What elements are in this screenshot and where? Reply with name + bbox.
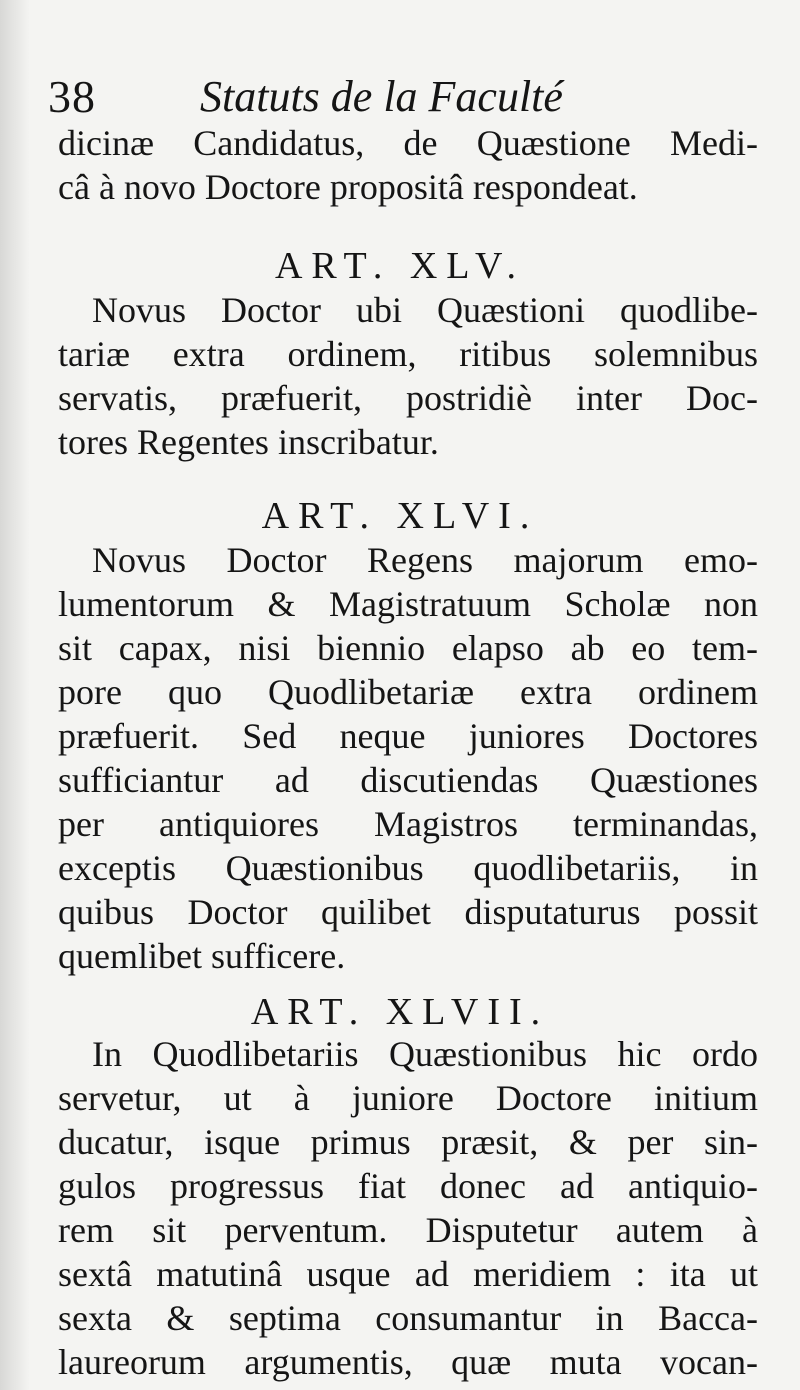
- text-line: pore quo Quodlibetariæ extra ordinem: [58, 672, 758, 712]
- text-line: câ à novo Doctore propositâ respondeat.: [58, 167, 638, 207]
- article-heading-xlvi: ART. XLVI.: [261, 495, 539, 537]
- text-line: dicinæ Candidatus, de Quæstione Medi-: [58, 123, 758, 163]
- text-line: sextâ matutinâ usque ad meridiem : ita ut: [58, 1254, 758, 1294]
- continuation-paragraph: [58, 121, 758, 209]
- text-line: laureorum argumentis, quæ muta vocan-: [58, 1342, 758, 1382]
- text-line: per antiquiores Magistros terminandas,: [58, 804, 758, 844]
- article-xlvii-body: [58, 1032, 758, 1384]
- page-header: [48, 58, 748, 128]
- page-edge-shadow: [0, 0, 30, 1390]
- text-line: sufficiantur ad discutiendas Quæstiones: [58, 760, 758, 800]
- article-xlv-body: [58, 288, 758, 464]
- text-line: servatis, præfuerit, postridiè inter Doc-: [58, 378, 758, 418]
- article-heading-xlv: ART. XLV.: [274, 245, 526, 287]
- article-heading-xlvii: ART. XLVII.: [250, 991, 550, 1033]
- text-line: Novus Doctor Regens majorum emo-: [92, 540, 758, 580]
- text-line: quibus Doctor quilibet disputaturus possit: [58, 892, 758, 932]
- text-line: præfuerit. Sed neque juniores Doctores: [58, 716, 758, 756]
- text-line: servetur, ut à juniore Doctore initium: [58, 1078, 758, 1118]
- text-line: In Quodlibetariis Quæstionibus hic ordo: [92, 1034, 758, 1074]
- text-line: tores Regentes inscribatur.: [58, 422, 439, 462]
- text-line: tariæ extra ordinem, ritibus solemnibus: [58, 334, 758, 374]
- text-line: gulos progressus fiat donec ad antiquio-: [58, 1166, 758, 1206]
- text-line: lumentorum & Magistratuum Scholæ non: [58, 584, 758, 624]
- text-line: Novus Doctor ubi Quæstioni quodlibe-: [92, 290, 758, 330]
- text-line: sit capax, nisi biennio elapso ab eo tem-: [58, 628, 758, 668]
- text-line: rem sit perventum. Disputetur autem à: [58, 1210, 758, 1250]
- page-number: 38: [48, 71, 96, 122]
- text-line: ducatur, isque primus præsit, & per sin-: [58, 1122, 758, 1162]
- text-line: quemlibet sufficere.: [58, 936, 346, 976]
- running-title: Statuts de la Faculté: [200, 72, 563, 121]
- article-xlvi-body: [58, 538, 758, 978]
- text-line: exceptis Quæstionibus quodlibetariis, in: [58, 848, 758, 888]
- text-line: sexta & septima consumantur in Bacca-: [58, 1298, 758, 1338]
